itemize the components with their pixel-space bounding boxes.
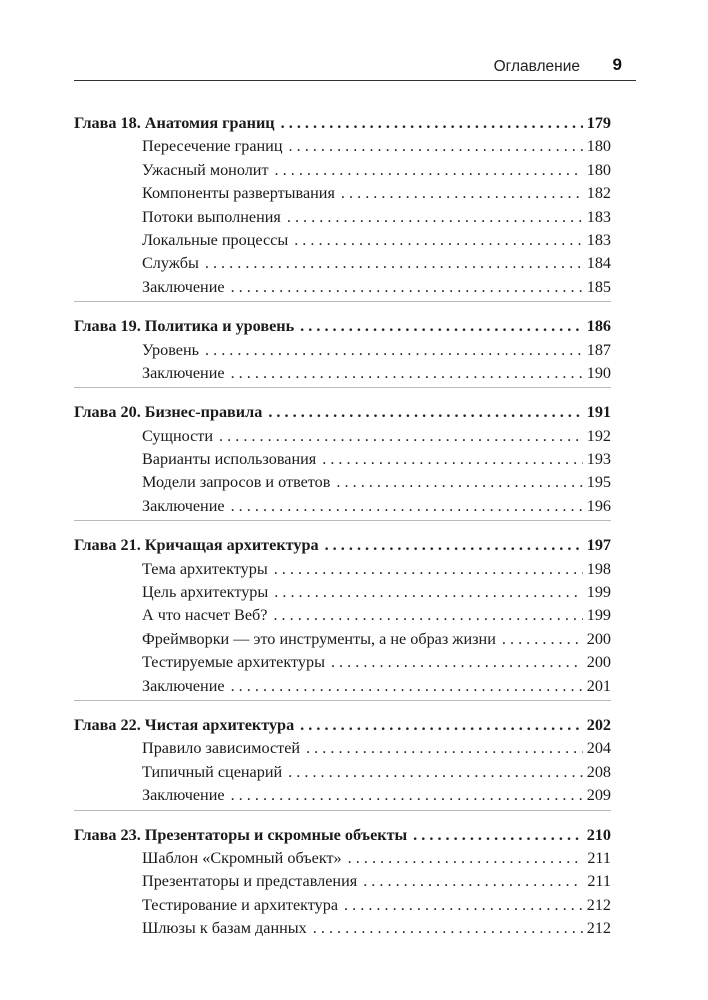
section-entry-title: Ужасный монолит (142, 160, 269, 179)
section-entry (74, 206, 611, 229)
dot-leader (231, 276, 583, 299)
section-entry-title: Варианты использования (142, 450, 317, 469)
section-entry (74, 471, 611, 494)
section-entry (74, 604, 611, 627)
dot-leader (502, 628, 583, 651)
section-entry (74, 628, 611, 651)
section-entry-page: 198 (586, 559, 611, 578)
chapter-entry-page: 197 (586, 536, 611, 555)
section-entry-page: 183 (586, 230, 611, 249)
chapter-block (74, 112, 611, 302)
dot-leader (325, 534, 583, 557)
chapter-entry-title: Глава 19. Политика и уровень (74, 317, 295, 336)
section-entry-page: 212 (586, 919, 611, 938)
section-entry (74, 581, 611, 604)
dot-leader (331, 651, 583, 674)
section-entry-page: 192 (586, 426, 611, 445)
section-entry-title: А что насчет Веб? (142, 606, 268, 625)
chapter-entry (74, 112, 611, 135)
dot-leader (205, 252, 583, 275)
section-entry (74, 159, 611, 182)
chapter-block (74, 714, 611, 811)
section-entry-title: Шлюзы к базам данных (142, 919, 307, 938)
section-entry (74, 425, 611, 448)
section-entry (74, 339, 611, 362)
section-entry-page: 200 (586, 629, 611, 648)
section-entry-page: 211 (587, 872, 611, 891)
section-entry-title: Цель архитектуры (142, 583, 269, 602)
chapter-entry-page: 191 (586, 403, 611, 422)
section-entry (74, 675, 611, 698)
section-entry-title: Заключение (142, 676, 225, 695)
chapter-block (74, 824, 611, 943)
section-entry (74, 135, 611, 158)
chapter-entry-title: Глава 23. Презентаторы и скромные объекты (74, 825, 408, 844)
chapter-entry-page: 210 (586, 825, 611, 844)
dot-leader (287, 206, 583, 229)
chapter-entry-title: Глава 20. Бизнес-правила (74, 403, 263, 422)
dot-leader (341, 182, 583, 205)
section-entry-title: Модели запросов и ответов (142, 473, 331, 492)
section-entry-title: Правило зависимостей (142, 739, 301, 758)
section-entry (74, 784, 611, 807)
section-entry-page: 209 (586, 786, 611, 805)
dot-leader (413, 824, 583, 847)
dot-leader (274, 581, 582, 604)
section-entry (74, 917, 611, 940)
section-entry-page: 200 (586, 653, 611, 672)
section-entry (74, 362, 611, 385)
section-entry (74, 558, 611, 581)
section-entry-page: 180 (586, 160, 611, 179)
section-entry (74, 847, 611, 870)
dot-leader (344, 894, 583, 917)
section-entry-page: 193 (586, 450, 611, 469)
dot-leader (289, 135, 583, 158)
header-title: Оглавление (493, 58, 580, 75)
section-entry-page: 183 (586, 207, 611, 226)
dot-leader (306, 737, 583, 760)
section-entry-title: Сущности (142, 426, 214, 445)
chapter-entry-title: Глава 22. Чистая архитектура (74, 715, 295, 734)
dot-leader (300, 714, 583, 737)
section-entry-page: 184 (586, 254, 611, 273)
dot-leader (231, 784, 583, 807)
section-entry-page: 201 (586, 676, 611, 695)
section-entry-title: Заключение (142, 786, 225, 805)
section-entry (74, 229, 611, 252)
section-entry-page: 196 (586, 496, 611, 515)
section-entry-page: 185 (586, 277, 611, 296)
chapter-block (74, 315, 611, 388)
dot-leader (348, 847, 584, 870)
section-entry (74, 252, 611, 275)
section-entry-title: Службы (142, 254, 199, 273)
dot-leader (313, 917, 583, 940)
chapter-entry-page: 179 (586, 114, 611, 132)
section-entry-page: 212 (586, 895, 611, 914)
dot-leader (275, 159, 583, 182)
section-entry-title: Шаблон «Скромный объект» (142, 848, 342, 867)
dot-leader (294, 229, 583, 252)
section-entry-title: Потоки выполнения (142, 207, 281, 226)
dot-leader (322, 448, 583, 471)
section-entry-title: Компоненты развертывания (142, 184, 335, 203)
section-entry-title: Уровень (142, 340, 200, 359)
dot-leader (300, 315, 583, 338)
running-header (74, 54, 636, 81)
section-entry (74, 870, 611, 893)
section-entry (74, 276, 611, 299)
section-entry-page: 204 (586, 739, 611, 758)
chapter-entry (74, 534, 611, 557)
section-entry-title: Локальные процессы (142, 230, 289, 249)
section-entry-page: 211 (587, 848, 611, 867)
dot-leader (231, 362, 583, 385)
section-entry-page: 195 (586, 473, 611, 492)
chapter-entry (74, 714, 611, 737)
section-entry (74, 495, 611, 518)
section-entry-page: 199 (586, 606, 611, 625)
section-entry-title: Тема архитектуры (142, 559, 268, 578)
section-entry-title: Тестируемые архитектуры (142, 653, 325, 672)
section-entry-title: Пересечение границ (142, 137, 283, 156)
dot-leader (273, 604, 582, 627)
section-entry (74, 651, 611, 674)
header-page-number: 9 (612, 55, 622, 74)
dot-leader (268, 401, 582, 424)
section-entry-title: Фреймворки — это инструменты, а не образ жизни (142, 629, 496, 648)
section-entry-page: 199 (586, 583, 611, 602)
section-entry-title: Презентаторы и представления (142, 872, 358, 891)
section-entry-page: 187 (586, 340, 611, 359)
section-entry-page: 182 (586, 184, 611, 203)
dot-leader (205, 339, 583, 362)
section-entry (74, 761, 611, 784)
section-entry-title: Заключение (142, 277, 225, 296)
section-entry (74, 448, 611, 471)
chapter-entry-title: Глава 18. Анатомия границ (74, 114, 275, 132)
chapter-entry-title: Глава 21. Кричащая архитектура (74, 536, 319, 555)
dot-leader (336, 471, 582, 494)
section-entry (74, 737, 611, 760)
section-entry (74, 182, 611, 205)
dot-leader (288, 761, 583, 784)
section-entry-title: Заключение (142, 363, 225, 382)
chapter-entry (74, 824, 611, 847)
dot-leader (274, 558, 583, 581)
chapter-entry-page: 202 (586, 715, 611, 734)
dot-leader (231, 675, 583, 698)
dot-leader (219, 425, 583, 448)
section-entry-title: Типичный сценарий (142, 762, 283, 781)
chapter-block (74, 534, 611, 701)
section-entry-title: Тестирование и архитектура (142, 895, 339, 914)
section-entry-title: Заключение (142, 496, 225, 515)
dot-leader (231, 495, 583, 518)
chapter-entry (74, 401, 611, 424)
chapter-block (74, 401, 611, 521)
chapter-entry (74, 315, 611, 338)
dot-leader (363, 870, 583, 893)
section-entry-page: 180 (586, 137, 611, 156)
table-of-contents (74, 112, 611, 956)
chapter-entry-page: 186 (586, 317, 611, 336)
dot-leader (281, 112, 583, 135)
section-entry-page: 190 (586, 363, 611, 382)
section-entry (74, 894, 611, 917)
section-entry-page: 208 (586, 762, 611, 781)
